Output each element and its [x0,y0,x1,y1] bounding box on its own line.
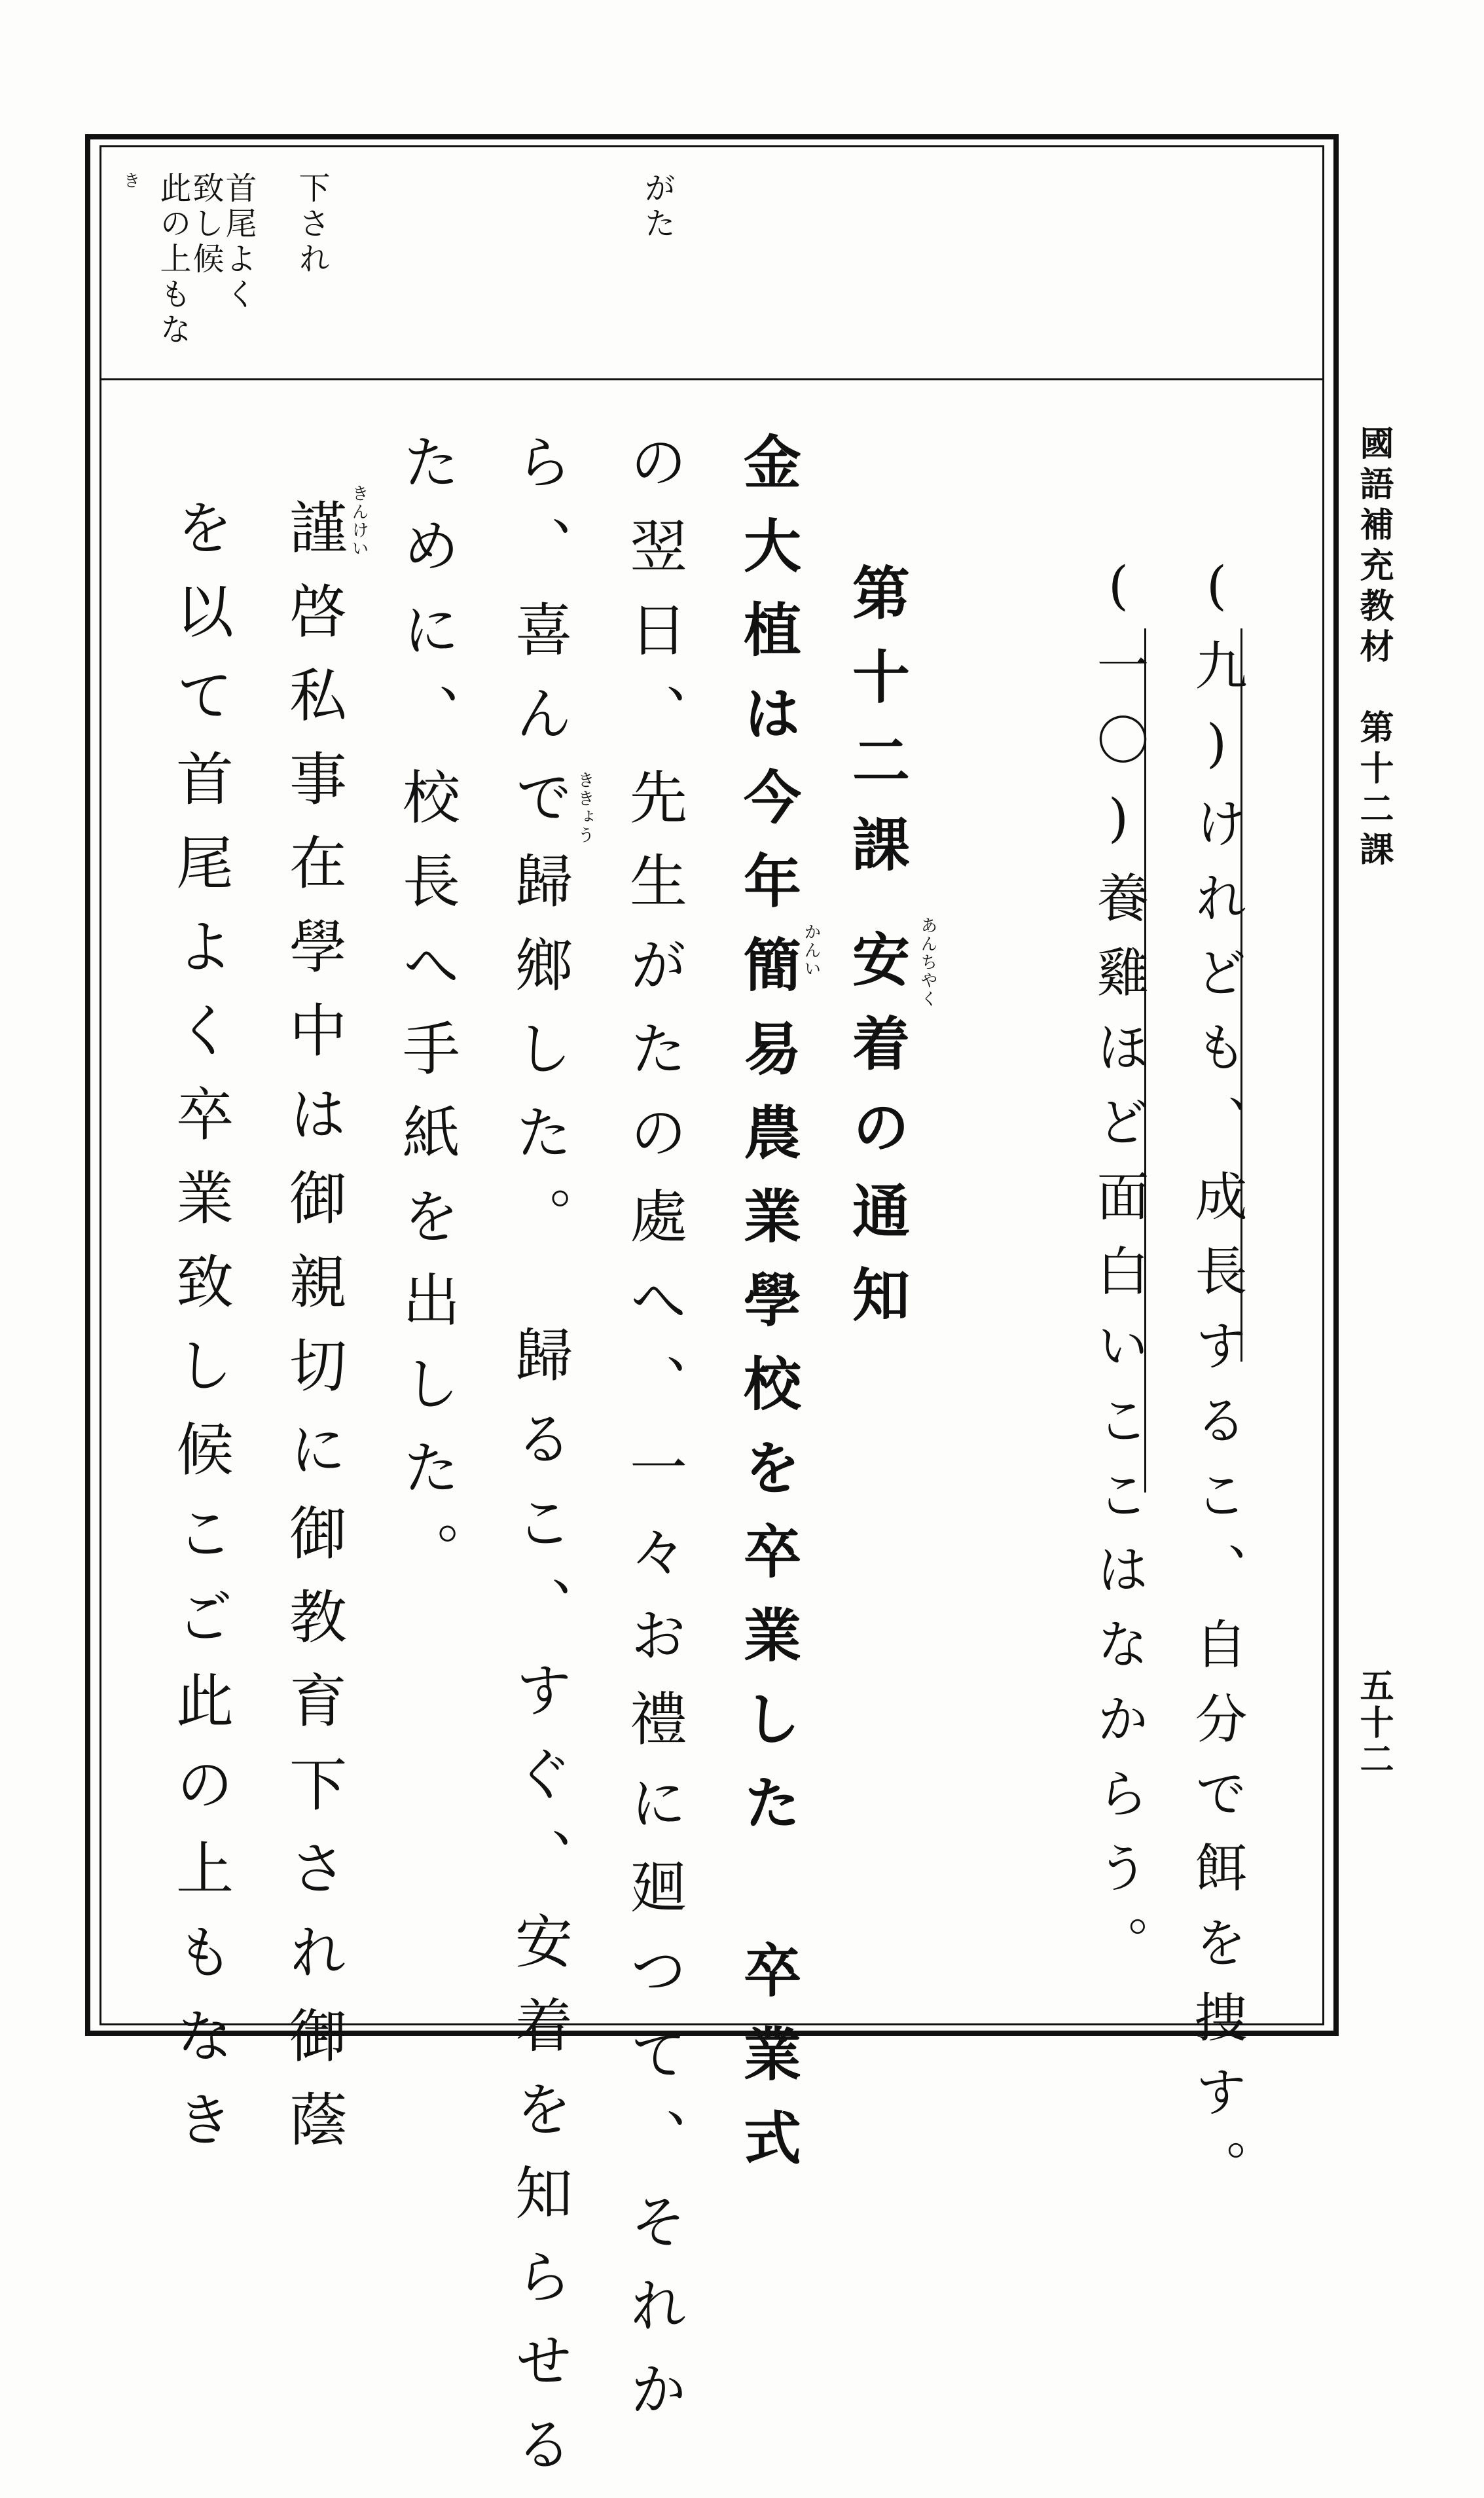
headnote-col-2: 下され [293,172,330,278]
headnote-col-4: 致し候 [187,172,224,278]
lesson-heading: 第十二課 [843,563,911,898]
exercise-underline-1 [1240,628,1242,1362]
headnote-divider [100,378,1324,380]
body-col-2: の翌日、先生がたの處へ、一々お禮に廻つて、それか [621,432,688,2443]
exercise-underline-2 [1144,628,1146,1493]
headnote-col-3: 首尾よく [220,172,257,313]
ruby-kani: かんい [801,923,821,978]
ruby-kinkei: きんけい [349,484,369,558]
exercise-item-9: (九)けれども、成長するこ、自分で餌を捜す。 [1186,555,1247,2214]
lesson-title: 安着の通知 [843,930,911,1349]
body-col-5: 謹啓私事在學中は御親切に御教育下され御蔭 [280,498,348,2173]
headnote-col-1: がた [639,172,676,242]
running-head: 國語補充教材 第十二課 [1354,425,1394,872]
page-number: 五十二 [1354,1668,1394,1778]
exercise-item-10: (一〇)養雞ほど面白いここはなからう。 [1088,555,1149,1990]
headnote-col-6: き [120,172,140,192]
headnote-col-5: 此の上もな [154,172,191,348]
lesson-title-ruby: あんちやく [918,916,937,1008]
body-col-3: ら、喜んで歸鄉した。 歸るこ、すぐ、安着を知らせる [506,432,573,2498]
body-col-6: を以て首尾よく卒業致し候こご此の上もなき [167,498,234,2173]
ruby-kikyou: ききょう [575,771,594,844]
body-col-1: 金大植は今年簡易農業學校を卒業した 卒業式 [734,432,803,2192]
body-col-4: ために、校長へ手紙を出した。 [393,432,461,1605]
